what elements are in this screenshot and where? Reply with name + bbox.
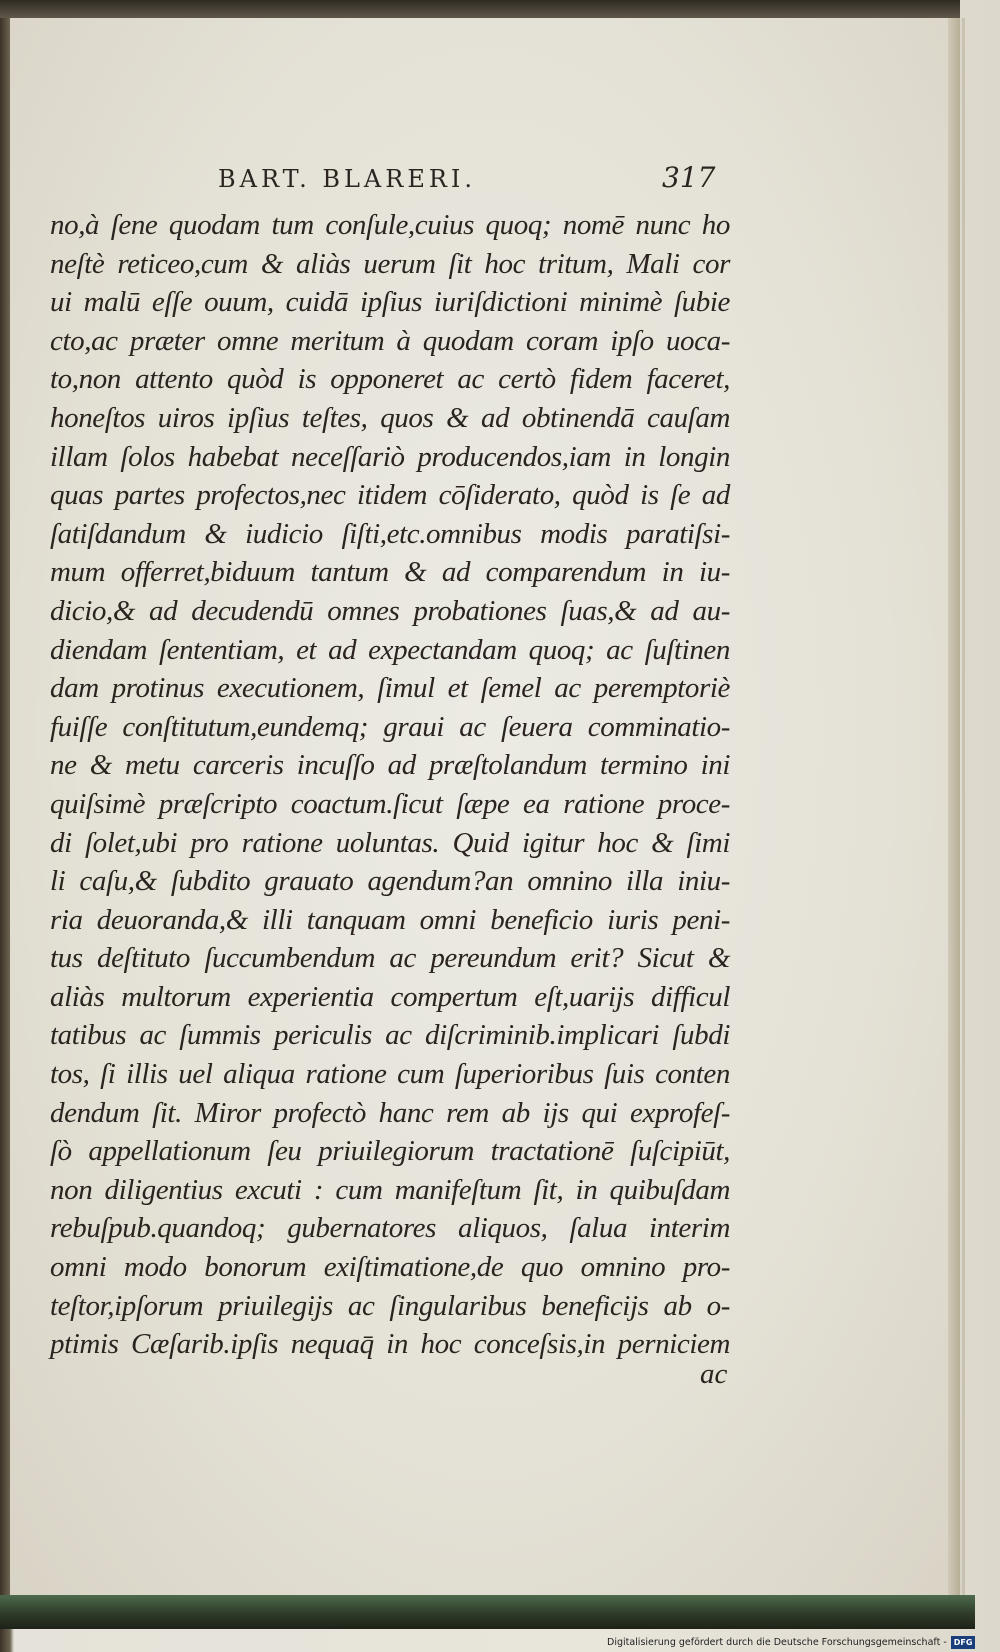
text-line: tus deſtituto ſuccumbendum ac pereundum erit? Sicut & <box>50 942 730 975</box>
text-line: dam protinus executionem, ſimul et ſemel ac peremptoriè <box>50 672 730 705</box>
text-line: tatibus ac ſummis periculis ac diſcriminib.implicari ſubdi <box>50 1019 730 1052</box>
text-line: ne & metu carceris incuſſo ad præſtolandum termino ini <box>50 749 730 782</box>
binding-bottom-edge <box>0 1595 975 1629</box>
text-line: quas partes profectos,nec itidem cōſiderato, quòd is ſe ad <box>50 479 730 512</box>
text-line: honeſtos uiros ipſius teſtes, quos & ad obtinendā cauſam <box>50 401 730 434</box>
text-line: ria deuoranda,& illi tanquam omni beneficio iuris peni- <box>50 903 730 936</box>
page-edge <box>948 18 960 1598</box>
text-line: mum offerret,biduum tantum & ad comparendum in iu- <box>50 556 730 589</box>
text-line: neſtè reticeo,cum & aliàs uerum ſit hoc tritum, Mali cor <box>50 247 730 280</box>
text-line: diendam ſententiam, et ad expectandam quoq; ac ſuſtinen <box>50 633 730 666</box>
text-line: illam ſolos habebat neceſſariò producendos,iam in longin <box>50 440 730 473</box>
funding-note: Digitalisierung gefördert durch die Deutsche Forschungsgemeinschaft - <box>607 1636 947 1648</box>
running-head: BART. BLARERI. <box>218 165 477 193</box>
dfg-logo: DFG <box>951 1636 976 1649</box>
text-line: dendum ſit. Miror profectò hanc rem ab ijs qui exprofeſ- <box>50 1096 730 1129</box>
text-line: li caſu,& ſubdito grauato agendum?an omnino illa iniu- <box>50 865 730 898</box>
text-line: teſtor,ipſorum priuilegijs ac ſingularibus beneficijs ab o- <box>50 1289 730 1322</box>
text-line: fuiſſe conſtitutum,eundemq; graui ac ſeuera comminatio- <box>50 710 730 743</box>
text-line: quiſsimè præſcripto coactum.ſicut ſæpe ea ratione proce- <box>50 787 730 820</box>
text-line: ſatiſdandum & iudicio ſiſti,etc.omnibus modis paratiſsi- <box>50 517 730 550</box>
text-line: cto,ac præter omne meritum à quodam coram ipſo uoca- <box>50 324 730 357</box>
binding-top-edge <box>0 0 960 18</box>
text-line: aliàs multorum experientia compertum eſt,uarijs difficul <box>50 980 730 1013</box>
text-line: ui malū eſſe ouum, cuidā ipſius iuriſdictioni minimè ſubie <box>50 286 730 319</box>
digitization-footer <box>607 1634 975 1650</box>
page-number: 317 <box>662 161 716 194</box>
text-line: tos, ſi illis uel aliqua ratione cum ſuperioribus ſuis conten <box>50 1058 730 1091</box>
text-line: ſò appellationum ſeu priuilegiorum tractationē ſuſcipiūt, <box>50 1135 730 1168</box>
text-line: dicio,& ad decudendū omnes probationes ſuas,& ad au- <box>50 594 730 627</box>
text-line: no,à ſene quodam tum conſule,cuius quoq; nomē nunc ho <box>50 209 730 241</box>
text-line: non diligentius excuti : cum manifeſtum ſit, in quibuſdam <box>50 1173 730 1206</box>
text-line: omni modo bonorum exiſtimatione,de quo omnino pro- <box>50 1251 730 1284</box>
body-text <box>50 206 730 1364</box>
text-line: di ſolet,ubi pro ratione uoluntas. Quid igitur hoc & ſimi <box>50 826 730 859</box>
page-header <box>0 161 1000 205</box>
text-line: ptimis Cæſarib.ipſis nequaq̄ in hoc conceſsis,in perniciem <box>50 1328 730 1361</box>
catchword: ac <box>700 1358 728 1390</box>
text-line: to,non attento quòd is opponeret ac certò fidem faceret, <box>50 363 730 396</box>
text-line: rebuſpub.quandoq; gubernatores aliquos, ſalua interim <box>50 1212 730 1245</box>
